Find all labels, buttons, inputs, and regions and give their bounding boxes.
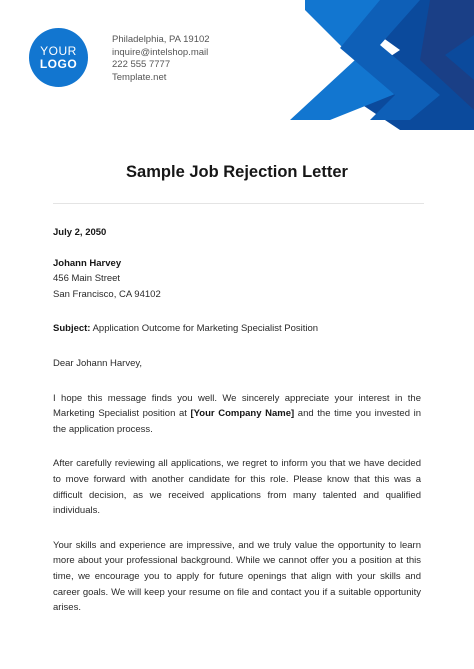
contact-phone: 222 555 7777 bbox=[112, 59, 171, 70]
paragraph-3: Your skills and experience are impressive, and we truly value the opportunity to learn more about your professional background. While we cannot offer you a position at this time, we encourage you to apply for future openings that align with your skills and career goals. We will keep your resume on file and contact you if a suitable opportunity arises. bbox=[53, 539, 421, 614]
contact-website: Template.net bbox=[112, 71, 167, 83]
recipient-name: Johann Harvey bbox=[53, 257, 122, 269]
paragraph-1-a: I hope this message finds you well. We sincerely appreciate your interest in the Marketing Specialist position at bbox=[53, 392, 421, 420]
logo-text-line1: YOUR bbox=[40, 43, 77, 58]
recipient-city: San Francisco, CA 94102 bbox=[53, 288, 161, 300]
subject-label: Subject: bbox=[53, 323, 91, 335]
recipient-street: 456 Main Street bbox=[53, 273, 121, 285]
contact-email: inquire@intelshop.mail bbox=[112, 46, 209, 58]
letter-title: Sample Job Rejection Letter bbox=[126, 163, 348, 181]
recipient-block bbox=[53, 256, 421, 303]
salutation: Dear Johann Harvey, bbox=[53, 357, 143, 369]
company-logo bbox=[29, 28, 88, 87]
letter-body bbox=[53, 225, 421, 616]
contact-block bbox=[112, 34, 210, 84]
paragraph-1-b: and the time you invested in the application process. bbox=[53, 408, 422, 435]
logo-text-line2: LOGO bbox=[39, 56, 78, 71]
contact-address: Philadelphia, PA 19102 bbox=[112, 34, 210, 45]
subject-text: Application Outcome for Marketing Specialist Position bbox=[90, 323, 319, 335]
company-name-placeholder: [Your Company Name] bbox=[190, 408, 295, 420]
paragraph-2: After carefully reviewing all applications, we regret to inform you that we have decided to move forward with another candidate for this role. Please know that this was a difficult decision, as we received applications from many talented and qualified individuals. bbox=[53, 458, 421, 517]
paragraph-1 bbox=[53, 391, 421, 438]
subject-line bbox=[53, 321, 421, 337]
letter-date: July 2, 2050 bbox=[53, 227, 107, 238]
title-divider bbox=[53, 203, 424, 204]
